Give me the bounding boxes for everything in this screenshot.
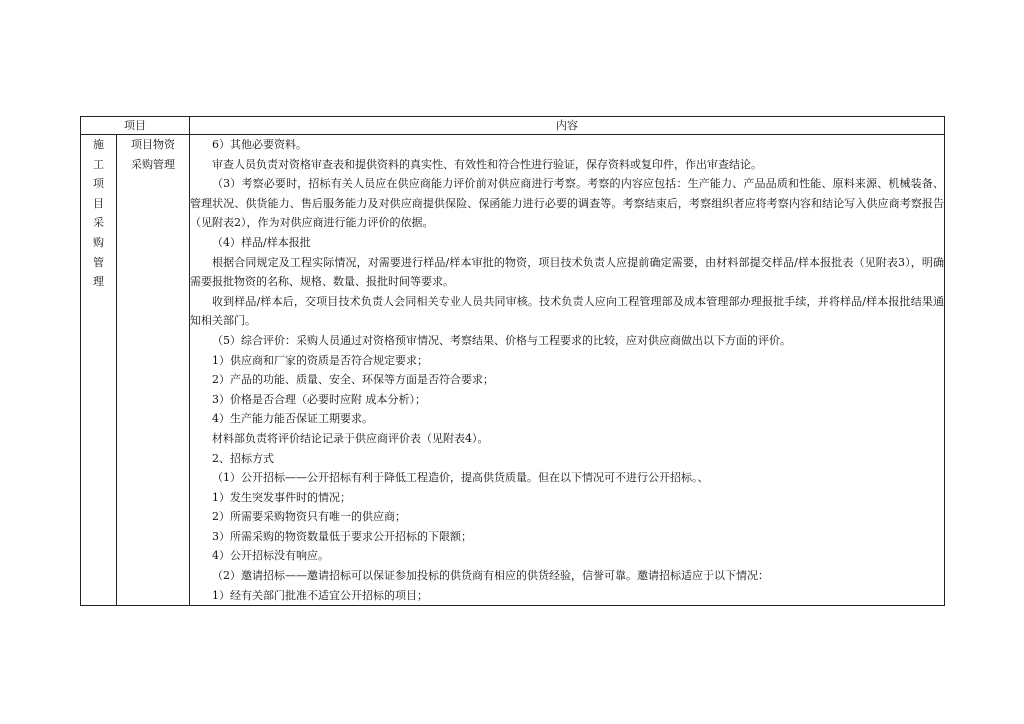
content-line: 3）价格是否合理（必要时应附 成本分析）； [212, 392, 426, 406]
content-paragraph: （3）考察必要时，招标有关人员应在供应商能力评价前对供应商进行考察。考察的内容应包括：生产能力、产品品质和性能、原料来源、机械装备、管理状况、供货能力、售后服务能力及对供应商提供保险、保函能力进行必要的调查等。考察结束后，考察组织者应将考察内容和结论写入供应商考察报告（见附表2），作为对供应商进行能力评价的依据。 [190, 177, 944, 230]
content-paragraph: 根据合同规定及工程实际情况，对需要进行样品/样本审批的物资，项目技术负责人应提前确定需要，由材料部提交样品/样本报批表（见附表3），明确需要报批物资的名称、规格、数量、报批时间等要求。 [190, 255, 944, 289]
section-char: 项 [93, 177, 104, 191]
content-line: 3）所需采购的物资数量低于要求公开招标的下限额； [212, 529, 472, 543]
item-line: 采购管理 [131, 157, 175, 171]
content-line: 材料部负责将评价结论记录于供应商评价表（见附表4）。 [212, 431, 489, 445]
content-line: 2）所需要采购物资只有唯一的供应商； [212, 510, 406, 524]
content-line: （2）邀请招标——邀请招标可以保证参加投标的供货商有相应的供货经验，信誉可靠。邀请招标适应于以下情况： [212, 569, 769, 583]
content-line: （5）综合评价：采购人员通过对资格预审情况、考察结果、价格与工程要求的比较，应对供应商做出以下方面的评价。 [212, 333, 791, 347]
content-paragraph: 收到样品/样本后，交项目技术负责人会同相关专业人员共同审核。技术负责人应向工程管理部及成本管理部办理报批手续，并将样品/样本报批结果通知相关部门。 [190, 294, 944, 328]
content-line: 1）供应商和厂家的资质是否符合规定要求； [212, 353, 428, 367]
content-line: 6）其他必要资料。 [212, 138, 307, 151]
item-line: 项目物资 [131, 138, 175, 151]
content-cell [190, 135, 945, 606]
content-line: 1）经有关部门批准不适宜公开招标的项目； [212, 588, 428, 602]
section-char: 施 [93, 138, 104, 151]
content-line: 4）公开招标没有响应。 [212, 549, 329, 563]
content-line: 1）发生突发事件时的情况； [212, 490, 351, 504]
section-char: 目 [93, 196, 104, 210]
table-header-row [81, 117, 945, 135]
content-line: 审查人员负责对资格审查表和提供资料的真实性、有效性和符合性进行验证，保存资料或复印件，作出审查结论。 [212, 157, 762, 171]
content-line: （4）样品/样本报批 [212, 235, 311, 249]
table-row [81, 135, 945, 606]
section-char: 购 [93, 235, 104, 249]
header-content: 内容 [190, 117, 945, 135]
item-label [117, 135, 190, 606]
content-line: 2）产品的功能、质量、安全、环保等方面是否符合要求； [212, 373, 494, 387]
section-char: 管 [93, 255, 104, 269]
section-char: 采 [93, 216, 104, 230]
content-table [80, 116, 945, 606]
content-line: （1）公开招标——公开招标有利于降低工程造价，提高供货质量。但在以下情况可不进行公开招标。、 [212, 471, 709, 485]
section-char: 理 [93, 275, 104, 289]
header-item: 项目 [81, 117, 190, 135]
section-label [81, 135, 117, 606]
content-line: 2、招标方式 [212, 451, 274, 465]
section-char: 工 [93, 157, 104, 171]
content-line: 4）生产能力能否保证工期要求。 [212, 412, 373, 426]
